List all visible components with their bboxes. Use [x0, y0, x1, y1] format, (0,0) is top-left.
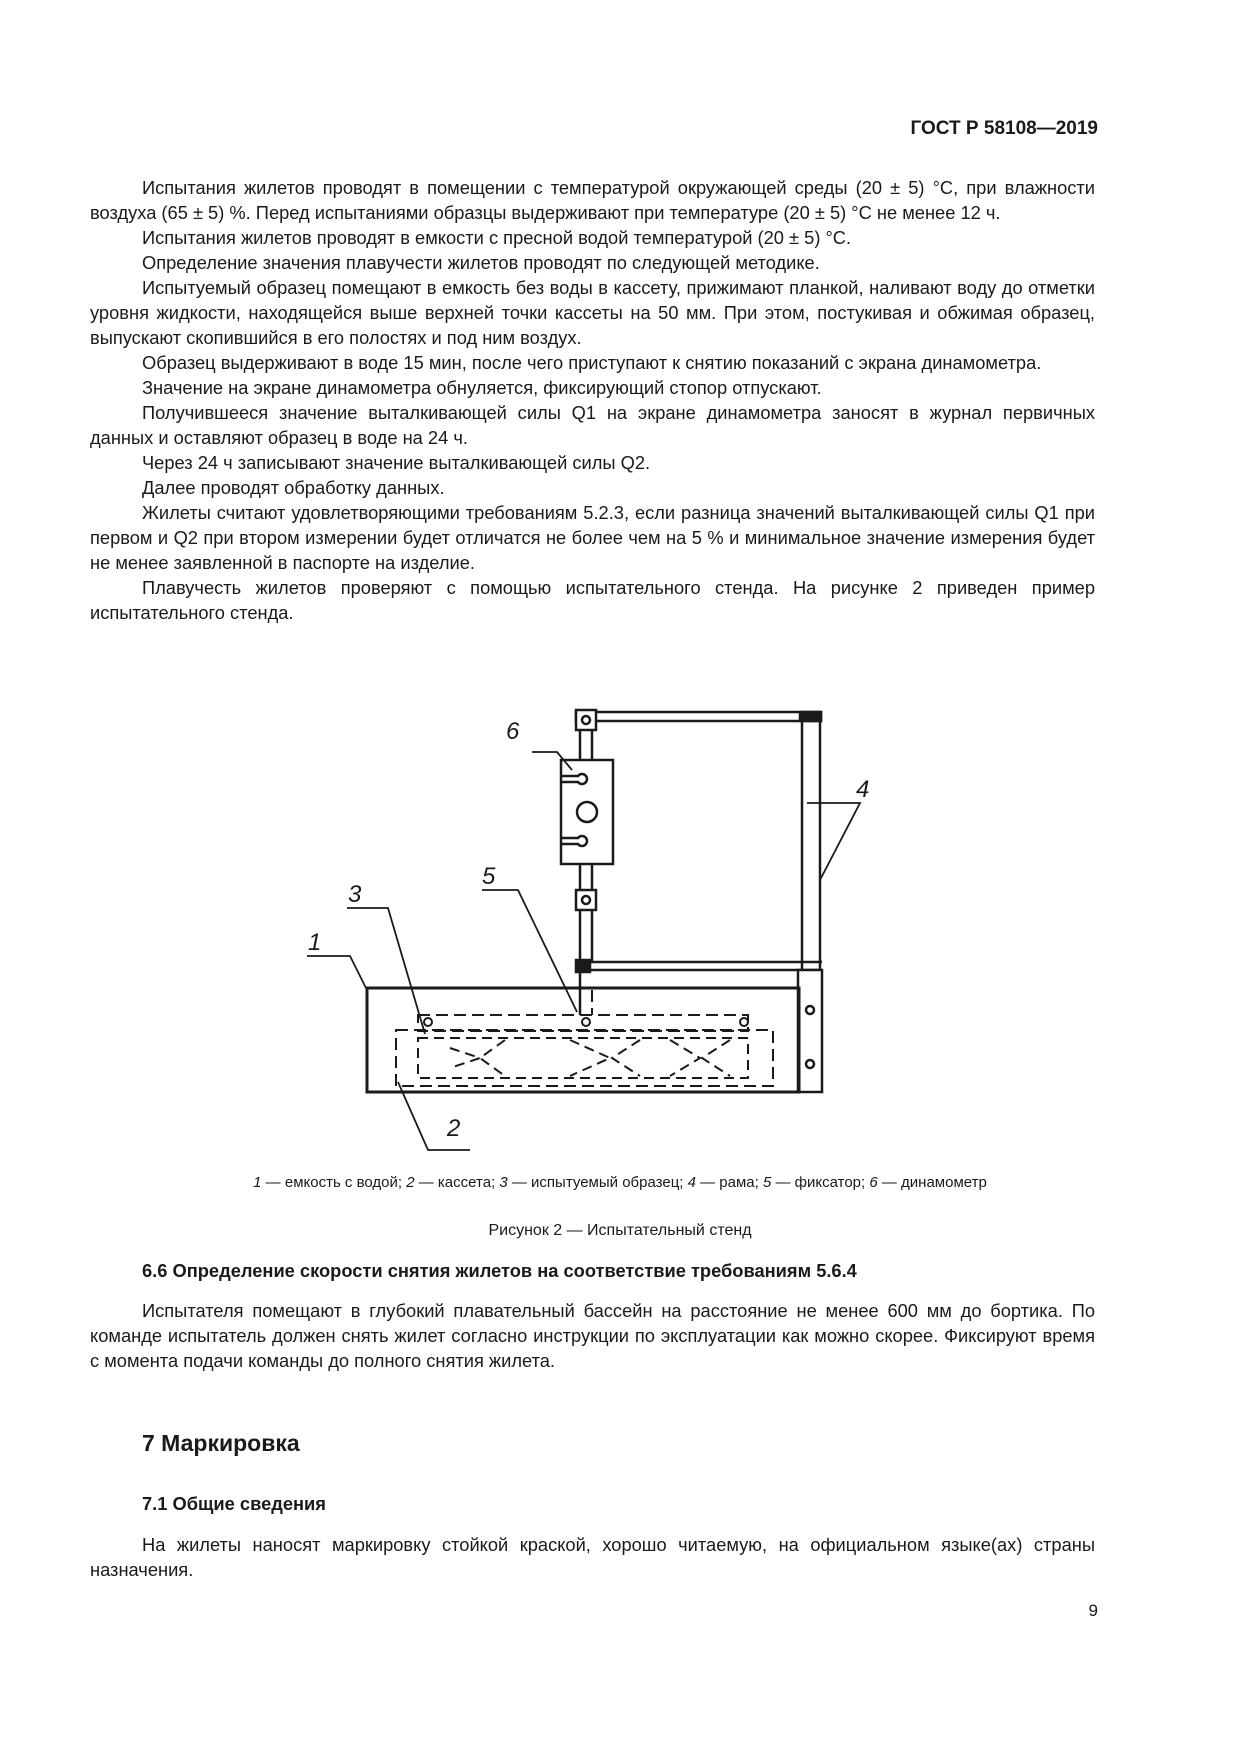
cassette-screws: [424, 1018, 748, 1026]
paragraph: Испытуемый образец помещают в емкость без воды в кассету, прижимают планкой, наливают воду до отметки уровня жидкости, находящейся выше верхней точки кассеты на 50 мм. При этом, постукивая и обжимая образец, выпускают скопившийся в его полостях и под ним воздух.: [90, 277, 1095, 348]
section-7-heading: 7 Маркировка: [142, 1430, 300, 1456]
water-tank: [367, 988, 799, 1092]
paragraph: Испытания жилетов проводят в емкости с пресной водой температурой (20 ± 5) °С.: [142, 227, 852, 248]
section-6-6-body: [90, 1298, 1095, 1373]
document-standard-header: ГОСТ Р 58108—2019: [910, 118, 1098, 139]
label-4: 4: [856, 776, 870, 803]
paragraph: Плавучесть жилетов проверяют с помощью испытательного стенда. На рисунке 2 приведен пример испытательного стенда.: [90, 577, 1095, 623]
legend-text: — рама;: [695, 1174, 763, 1191]
label-6: 6: [506, 718, 520, 745]
legend-text: — емкость с водой;: [261, 1174, 407, 1191]
paragraph: Испытателя помещают в глубокий плавательный бассейн на расстояние не менее 600 мм до бортика. По команде испытатель должен снять жилет согласно инструкции по эксплуатации как можно скорее. Фиксируют время с момента подачи команды до полного снятия жилета.: [90, 1300, 1095, 1371]
legend-num: 4: [687, 1174, 696, 1191]
section-6-6-heading: 6.6 Определение скорости снятия жилетов на соответствие требованиям 5.6.4: [142, 1260, 857, 1281]
dynamometer: [561, 760, 613, 890]
paragraph: Определение значения плавучести жилетов проводят по следующей методике.: [142, 252, 820, 273]
legend-text: — фиксатор;: [771, 1174, 870, 1191]
section-7-1-heading: 7.1 Общие сведения: [142, 1493, 326, 1514]
legend-num: 3: [499, 1174, 508, 1191]
paragraph: Через 24 ч записывают значение выталкивающей силы Q2.: [142, 452, 651, 473]
label-2: 2: [447, 1115, 461, 1142]
figure-legend: [0, 1174, 1240, 1191]
paragraph: Образец выдерживают в воде 15 мин, после чего приступают к снятию показаний с экрана динамометра.: [142, 352, 1042, 373]
paragraph: Получившееся значение выталкивающей силы Q1 на экране динамометра заносят в журнал первичных данных и оставляют образец в воде на 24 ч.: [90, 402, 1095, 448]
legend-num: 2: [406, 1174, 415, 1191]
paragraph: Далее проводят обработку данных.: [142, 477, 445, 498]
page-number: 9: [1088, 1601, 1098, 1620]
paragraph: На жилеты наносят маркировку стойкой краской, хорошо читаемую, на официальном языке(ах) страны назначения.: [90, 1534, 1095, 1580]
top-clamp: [576, 710, 596, 760]
label-5: 5: [482, 863, 496, 890]
legend-num: 6: [869, 1174, 878, 1191]
paragraph: Значение на экране динамометра обнуляется, фиксирующий стопор отпускают.: [142, 377, 822, 398]
legend-text: — динамометр: [877, 1174, 987, 1191]
paragraphs-top: [90, 175, 1095, 625]
label-1: 1: [308, 929, 322, 956]
legend-num: 1: [253, 1174, 262, 1191]
legend-num: 5: [762, 1174, 772, 1191]
legend-text: — кассета;: [414, 1174, 500, 1191]
paragraph: Испытания жилетов проводят в помещении с температурой окружающей среды (20 ± 5) °С, при влажности воздуха (65 ± 5) %. Перед испытаниями образцы выдерживают при температуре (20 ± 5) °С не менее 12 ч.: [90, 177, 1095, 223]
section-7-1-body: [90, 1532, 1095, 1582]
label-3: 3: [348, 881, 362, 908]
test-stand-figure: [0, 688, 1240, 1168]
figure-caption: Рисунок 2 — Испытательный стенд: [488, 1222, 752, 1239]
paragraph: Жилеты считают удовлетворяющими требованиям 5.2.3, если разница значений выталкивающей силы Q1 при первом и Q2 при втором измерении будет отличатся не более чем на 5 % и минимальное значение измерения будет не менее заявленной в паспорте на изделие.: [90, 502, 1095, 573]
legend-text: — испытуемый образец;: [507, 1174, 688, 1191]
test-sample: [418, 1038, 748, 1078]
